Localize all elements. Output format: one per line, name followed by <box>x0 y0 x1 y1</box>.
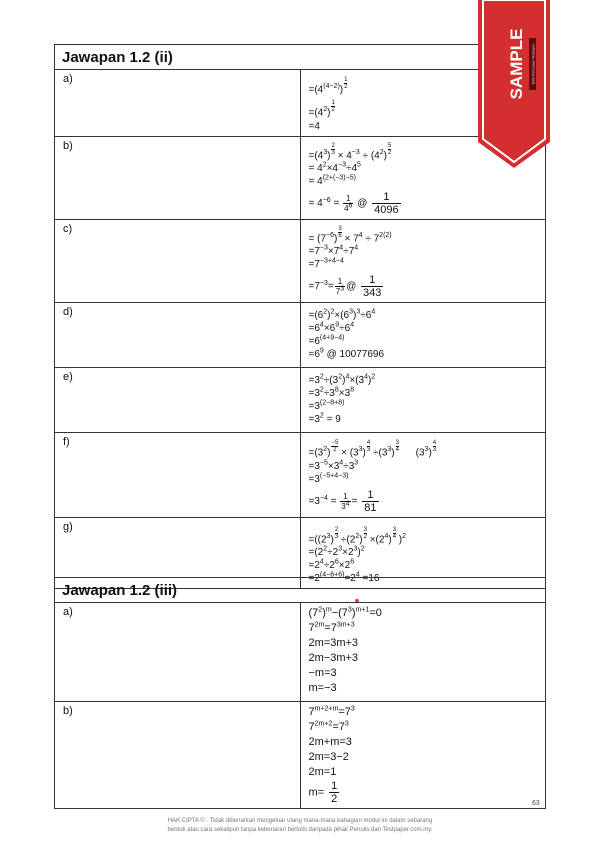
math-line: $7^{2m+2}=7^3$ <box>308 720 349 733</box>
math-line: $=(4^2)$ $\frac{1}{2}$ <box>308 100 335 119</box>
math-line: m= $\frac{1}{2}$ <box>308 780 338 805</box>
math-line: −m=3 <box>308 667 337 679</box>
math-line: 2m=3−2 <box>308 751 349 763</box>
row-label: g) <box>55 517 301 588</box>
table-header-row <box>55 578 546 603</box>
math-line: = $4^{-6}$ = $\frac{1}{4^6}$ @ $\frac{1}{4096}$ <box>308 190 399 216</box>
math-line: $=6^{(4+9-4)}$ <box>308 334 345 348</box>
math-line: $=(2^2\div 2^3\times 2^3)^2$ <box>308 545 365 558</box>
row-label: c) <box>55 219 301 302</box>
math-line: $=3^{(-5+4-3)}$ <box>308 472 349 485</box>
math-line: $=7^{-3}\times 7^4\div 7^4$ <box>308 244 359 258</box>
math-line: $(7^2)^m-(7^3)^{m+1}=0$ <box>308 606 382 619</box>
answer-cell <box>300 368 546 433</box>
answer-cell <box>300 702 546 809</box>
row-label: f) <box>55 433 301 517</box>
sample-ribbon <box>478 0 550 168</box>
math-line: $=6^4\times 6^9\div 6^4$ <box>308 321 355 335</box>
row-label: d) <box>55 303 301 368</box>
row-label: a) <box>55 70 301 137</box>
math-line: 2m+m=3 <box>308 736 352 748</box>
sample-ribbon-tag: Edisi Percubaan Testpaper <box>531 43 536 85</box>
answer-cell <box>300 219 546 302</box>
answer-row-f <box>55 433 546 517</box>
row-label: e) <box>55 368 301 433</box>
math-line: $=(3^2)$ $\frac{-5}{2}$ × $(3^3)$ $\frac{4}{3}$ $\div(3^3)$ $\frac{3}{4}$ $(3^3)$ $\frac{4}{3}$ <box>308 440 437 459</box>
math-line: $=3^{(2-8+8)}$ <box>308 399 345 413</box>
math-line: m=−3 <box>308 682 337 694</box>
math-line: $=3^2\div(3^2)^4\times(3^4)^2$ <box>308 373 376 387</box>
math-line: $=3^{-4}$ = $\frac{1}{3^4}$ = $\frac{1}{81}$ <box>308 488 377 514</box>
math-line: = $4^2\times 4^{-3}\div 4^5$ <box>308 161 361 174</box>
math-line: $=7^{-3+4-4}$ <box>308 257 344 271</box>
table-header-row <box>55 45 546 70</box>
answer-row-d <box>55 303 546 368</box>
math-line: $=2^4\div 2^6\times 2^6$ <box>308 558 355 571</box>
row-label: a) <box>55 603 301 702</box>
answer-row-a <box>55 70 546 137</box>
row-label: b) <box>55 702 301 809</box>
math-line: 2m=1 <box>308 766 337 778</box>
math-line: =4 <box>308 120 320 132</box>
math-line: $7^{2m}=7^{3m+3}$ <box>308 621 355 634</box>
page-number: 63 <box>532 800 540 807</box>
math-line: $=3^2 = 9$ <box>308 412 341 426</box>
math-line: $=2^{(4-6+6)}=2^4 =16$ <box>308 571 380 584</box>
answer-cell <box>300 603 546 702</box>
answer-table-ii <box>54 44 546 589</box>
copyright-footer <box>80 817 520 835</box>
sample-ribbon-text: SAMPLE <box>507 28 526 100</box>
math-line: = $4^{(2+(-3)-5)}$ <box>308 174 356 187</box>
math-line: $=7^{-3}=$ $\frac{1}{7^3}$ @ $\frac{1}{343}$ <box>308 274 382 300</box>
answer-table-iii <box>54 577 546 809</box>
red-dot-mark <box>355 599 359 602</box>
math-line: $=6^9$ @ 10077696 <box>308 347 385 361</box>
math-line: $=(4^{(4-2)})$ $\frac{1}{2}$ <box>308 77 348 96</box>
answer-row-c <box>55 219 546 302</box>
answer-row-b <box>55 702 546 809</box>
table-title: Jawapan 1.2 (iii) <box>55 578 546 603</box>
math-line: $=(6^2)^2\times(6^3)^3\div 6^4$ <box>308 308 376 322</box>
table-title: Jawapan 1.2 (ii) <box>55 45 546 70</box>
math-line: $=((2^3)$ $\frac{2}{3}$ $\div(2^2)$ $\frac{3}{2}$ $\times(2^4)$ $\frac{3}{4}$ )$^2$ <box>308 526 407 545</box>
answer-row-e <box>55 368 546 433</box>
math-line: 2m=3m+3 <box>308 637 359 649</box>
answer-row-a <box>55 603 546 702</box>
answer-cell <box>300 433 546 517</box>
footer-line: HAK CIPTA © : Tidak dibenarkan mengeluar ulang mana-mana bahagian modul ini dalam sebarang <box>167 818 433 824</box>
footer-line: bentuk atau cara sekalipun tanpa kebenaran bertulis daripada pihak Penulis dan Testpaper.com.my. <box>167 827 433 833</box>
math-line: = $(7^{-6})$ $\frac{3}{6}$ × $7^4 \div 7^{2(2)}$ <box>308 225 392 245</box>
math-line: $7^{m+2+m}=7^3$ <box>308 705 355 718</box>
row-label: b) <box>55 136 301 219</box>
math-line: $=3^{-5}\times 3^4\div 3^3$ <box>308 459 359 472</box>
answer-row-b <box>55 136 546 219</box>
math-line: 2m−3m+3 <box>308 652 359 664</box>
answer-cell <box>300 303 546 368</box>
math-line: $=(4^3)$ $\frac{2}{3}$ × $4^{-3} \div (4^2)$ $\frac{5}{2}$ <box>308 142 392 161</box>
math-line: $=3^2\div 3^8\times 3^8$ <box>308 386 355 400</box>
